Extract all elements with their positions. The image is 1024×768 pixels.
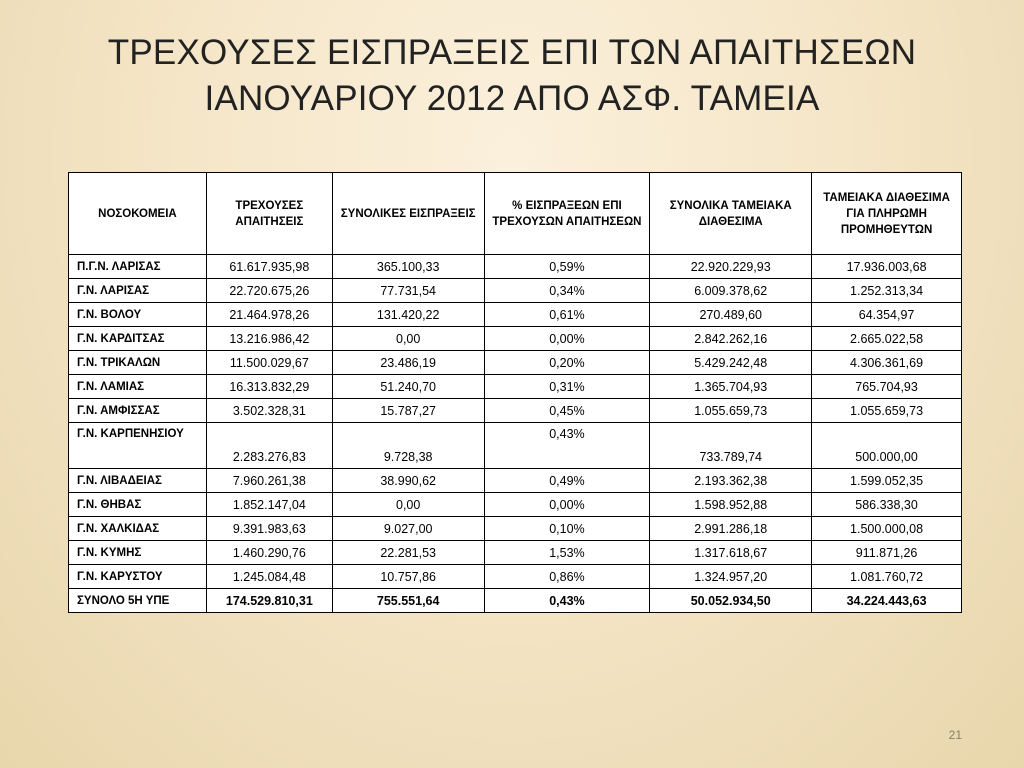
hospital-name: Γ.Ν. ΘΗΒΑΣ [69, 493, 207, 517]
total-receipts-percentage: 0,43% [484, 589, 650, 613]
hospital-name: Γ.Ν. ΛΙΒΑΔΕΙΑΣ [69, 469, 207, 493]
total-cash-cell: 2.193.362,38 [650, 469, 812, 493]
hospital-name: Γ.Ν. ΤΡΙΚΑΛΩΝ [69, 351, 207, 375]
title-line-2: ΙΑΝΟΥΑΡΙΟΥ 2012 ΑΠΟ ΑΣΦ. ΤΑΜΕΙΑ [204, 79, 820, 118]
supplier-cash-cell: 64.354,97 [812, 303, 962, 327]
current-receivables-cell: 22.720.675,26 [206, 279, 332, 303]
total-receipts-cell: 38.990,62 [332, 469, 484, 493]
table-total-row [69, 589, 962, 613]
total-cash-cell: 1.055.659,73 [650, 399, 812, 423]
current-receivables-cell: 3.502.328,31 [206, 399, 332, 423]
header-total-receipts: ΣΥΝΟΛΙΚΕΣ ΕΙΣΠΡΑΞΕΙΣ [332, 173, 484, 255]
total-cash-cell: 6.009.378,62 [650, 279, 812, 303]
table-row [69, 255, 962, 279]
total-receipts-cell: 22.281,53 [332, 541, 484, 565]
total-cash-available: 50.052.934,50 [650, 589, 812, 613]
current-receivables-cell: 21.464.978,26 [206, 303, 332, 327]
receipts-percentage-cell: 0,00% [484, 493, 650, 517]
supplier-cash-cell: 500.000,00 [812, 423, 962, 469]
total-receipts-cell: 0,00 [332, 493, 484, 517]
receipts-percentage-cell: 0,49% [484, 469, 650, 493]
receipts-percentage-cell: 0,34% [484, 279, 650, 303]
slide-title [0, 30, 1024, 122]
table-row [69, 303, 962, 327]
receipts-percentage-cell: 0,20% [484, 351, 650, 375]
supplier-cash-cell: 1.081.760,72 [812, 565, 962, 589]
total-receipts-cell: 9.027,00 [332, 517, 484, 541]
current-receivables-cell: 11.500.029,67 [206, 351, 332, 375]
receipts-percentage-cell: 0,61% [484, 303, 650, 327]
total-receipts: 755.551,64 [332, 589, 484, 613]
current-receivables-cell: 1.245.084,48 [206, 565, 332, 589]
hospital-name: Γ.Ν. ΒΟΛΟΥ [69, 303, 207, 327]
header-hospitals: ΝΟΣΟΚΟΜΕΙΑ [69, 173, 207, 255]
table-header-row [69, 173, 962, 255]
receipts-table [68, 172, 962, 613]
table-row [69, 351, 962, 375]
current-receivables-cell: 7.960.261,38 [206, 469, 332, 493]
total-receipts-cell: 365.100,33 [332, 255, 484, 279]
supplier-cash-cell: 911.871,26 [812, 541, 962, 565]
table-row [69, 565, 962, 589]
current-receivables-cell: 13.216.986,42 [206, 327, 332, 351]
hospital-name: Γ.Ν. ΧΑΛΚΙΔΑΣ [69, 517, 207, 541]
current-receivables-cell: 61.617.935,98 [206, 255, 332, 279]
hospital-name: Γ.Ν. ΚΥΜΗΣ [69, 541, 207, 565]
receipts-percentage-cell: 0,59% [484, 255, 650, 279]
total-label: ΣΥΝΟΛΟ 5Η ΥΠΕ [69, 589, 207, 613]
page-number: 21 [948, 728, 962, 742]
total-receipts-cell: 23.486,19 [332, 351, 484, 375]
total-receipts-cell: 77.731,54 [332, 279, 484, 303]
receipts-percentage-cell: 0,10% [484, 517, 650, 541]
supplier-cash-cell: 1.500.000,08 [812, 517, 962, 541]
hospital-name: Γ.Ν. ΑΜΦΙΣΣΑΣ [69, 399, 207, 423]
supplier-cash-cell: 4.306.361,69 [812, 351, 962, 375]
supplier-cash-cell: 586.338,30 [812, 493, 962, 517]
total-cash-cell: 1.598.952,88 [650, 493, 812, 517]
header-total-cash-available: ΣΥΝΟΛΙΚΑ ΤΑΜΕΙΑΚΑ ΔΙΑΘΕΣΙΜΑ [650, 173, 812, 255]
current-receivables-cell: 9.391.983,63 [206, 517, 332, 541]
receipts-percentage-cell: 0,45% [484, 399, 650, 423]
table-row [69, 327, 962, 351]
supplier-cash-cell: 1.599.052,35 [812, 469, 962, 493]
total-cash-cell: 5.429.242,48 [650, 351, 812, 375]
total-cash-cell: 1.324.957,20 [650, 565, 812, 589]
total-receipts-cell: 9.728,38 [332, 423, 484, 469]
current-receivables-cell: 2.283.276,83 [206, 423, 332, 469]
supplier-cash-cell: 765.704,93 [812, 375, 962, 399]
total-supplier-cash: 34.224.443,63 [812, 589, 962, 613]
table-row [69, 469, 962, 493]
current-receivables-cell: 16.313.832,29 [206, 375, 332, 399]
receipts-percentage-cell: 1,53% [484, 541, 650, 565]
header-receipts-percentage: % ΕΙΣΠΡΑΞΕΩΝ ΕΠΙ ΤΡΕΧΟΥΣΩΝ ΑΠΑΙΤΗΣΕΩΝ [484, 173, 650, 255]
supplier-cash-cell: 2.665.022,58 [812, 327, 962, 351]
title-line-1: ΤΡΕΧΟΥΣΕΣ ΕΙΣΠΡΑΞΕΙΣ ΕΠΙ ΤΩΝ ΑΠΑΙΤΗΣΕΩΝ [107, 33, 917, 72]
total-cash-cell: 2.842.262,16 [650, 327, 812, 351]
table-row [69, 279, 962, 303]
hospital-name: Π.Γ.Ν. ΛΑΡΙΣΑΣ [69, 255, 207, 279]
table-row [69, 493, 962, 517]
receipts-percentage-cell: 0,31% [484, 375, 650, 399]
total-cash-cell: 2.991.286,18 [650, 517, 812, 541]
total-receipts-cell: 15.787,27 [332, 399, 484, 423]
table-row [69, 399, 962, 423]
header-cash-for-suppliers: ΤΑΜΕΙΑΚΑ ΔΙΑΘΕΣΙΜΑ ΓΙΑ ΠΛΗΡΩΜΗ ΠΡΟΜΗΘΕΥΤΩΝ [812, 173, 962, 255]
total-cash-cell: 22.920.229,93 [650, 255, 812, 279]
supplier-cash-cell: 1.252.313,34 [812, 279, 962, 303]
hospital-name: Γ.Ν. ΚΑΡΠΕΝΗΣΙΟΥ [69, 423, 207, 469]
total-cash-cell: 733.789,74 [650, 423, 812, 469]
total-cash-cell: 270.489,60 [650, 303, 812, 327]
header-current-receivables: ΤΡΕΧΟΥΣΕΣ ΑΠΑΙΤΗΣΕΙΣ [206, 173, 332, 255]
current-receivables-cell: 1.460.290,76 [206, 541, 332, 565]
current-receivables-cell: 1.852.147,04 [206, 493, 332, 517]
total-receipts-cell: 0,00 [332, 327, 484, 351]
hospital-name: Γ.Ν. ΛΑΜΙΑΣ [69, 375, 207, 399]
total-receipts-cell: 131.420,22 [332, 303, 484, 327]
total-receipts-cell: 51.240,70 [332, 375, 484, 399]
supplier-cash-cell: 17.936.003,68 [812, 255, 962, 279]
receipts-percentage-cell: 0,43% [484, 423, 650, 469]
table-row [69, 375, 962, 399]
hospital-name: Γ.Ν. ΛΑΡΙΣΑΣ [69, 279, 207, 303]
total-current-receivables: 174.529.810,31 [206, 589, 332, 613]
receipts-percentage-cell: 0,86% [484, 565, 650, 589]
total-cash-cell: 1.317.618,67 [650, 541, 812, 565]
hospital-name: Γ.Ν. ΚΑΡΥΣΤΟΥ [69, 565, 207, 589]
table-row [69, 423, 962, 469]
hospital-name: Γ.Ν. ΚΑΡΔΙΤΣΑΣ [69, 327, 207, 351]
total-cash-cell: 1.365.704,93 [650, 375, 812, 399]
table-row [69, 517, 962, 541]
total-receipts-cell: 10.757,86 [332, 565, 484, 589]
receipts-percentage-cell: 0,00% [484, 327, 650, 351]
table-row [69, 541, 962, 565]
supplier-cash-cell: 1.055.659,73 [812, 399, 962, 423]
